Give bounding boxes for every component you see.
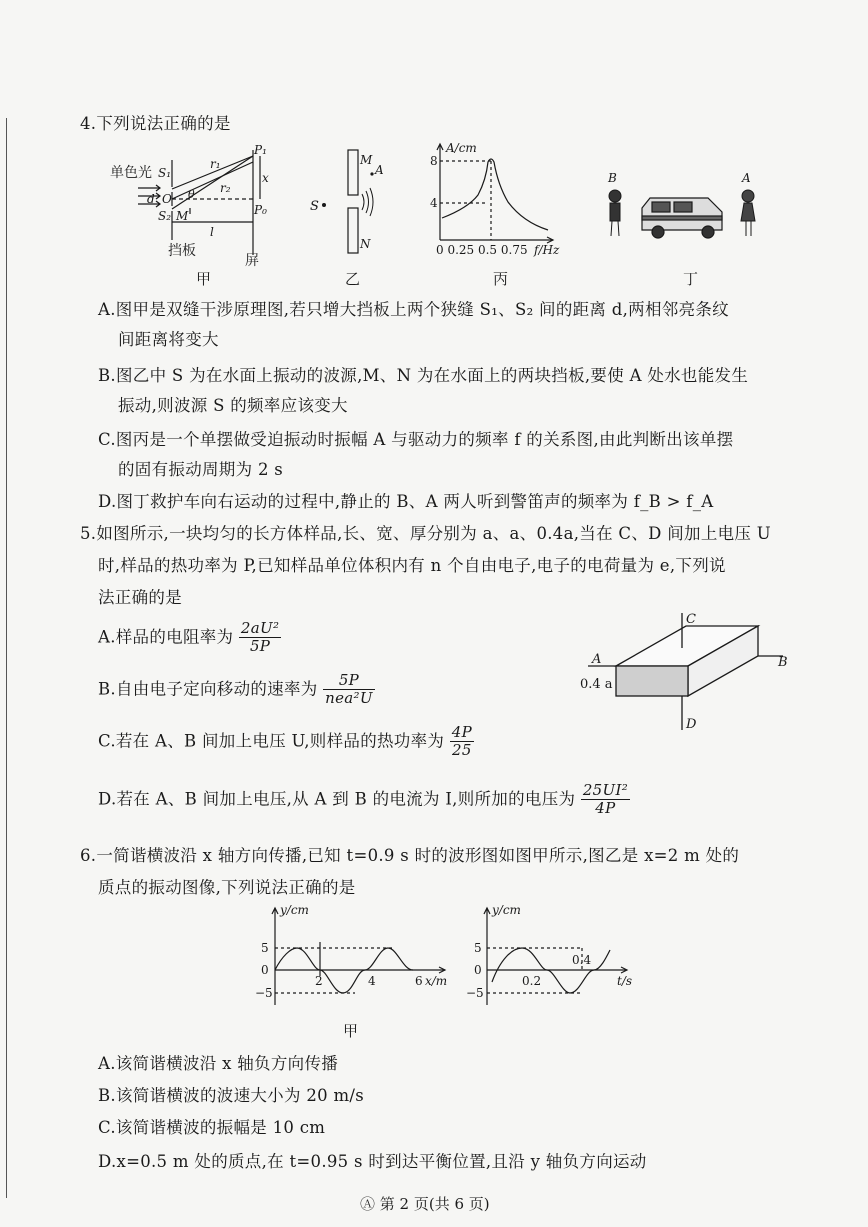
yi-m: M (360, 153, 373, 167)
q4-fig-bing (428, 140, 568, 260)
fig5-thickness: 0.4 a (580, 677, 613, 692)
yi6-y0: 0 (474, 963, 482, 977)
q6-option-c: C.该简谐横波的振幅是 10 cm (98, 1118, 326, 1137)
yi-n: N (360, 237, 371, 251)
jia6-yn5: −5 (255, 986, 273, 1000)
q6-caption-jia: 甲 (343, 1022, 359, 1040)
q5-option-a (98, 620, 281, 656)
yi6-taxis: t/s (617, 974, 633, 988)
q4-option-b-line2: 振动,则波源 S 的频率应该变大 (118, 396, 348, 415)
q4-fig-yi (310, 150, 400, 260)
fig5-b: B (778, 655, 788, 670)
jia-l: l (210, 225, 214, 239)
fig5-c: C (686, 612, 696, 627)
yi-a: A (375, 163, 384, 177)
q6-option-d: D.x=0.5 m 处的质点,在 t=0.95 s 时到达平衡位置,且沿 y 轴负方向运动 (98, 1152, 647, 1171)
frac-den: 25 (452, 741, 472, 760)
q4-option-b-line1: B.图乙中 S 为在水面上振动的波源,M、N 为在水面上的两块挡板,要使 A 处水也能发生 (98, 366, 749, 385)
q6-fig-jia (255, 900, 455, 1010)
ding-b: B (608, 171, 617, 185)
jia-m: M (176, 209, 189, 223)
jia6-x6: 6 (415, 974, 423, 988)
q4-option-a-line2: 间距离将变大 (118, 330, 219, 349)
fig5-a: A (592, 652, 602, 667)
q5-option-c-text: C.若在 A、B 间加上电压 U,则样品的热功率为 (98, 731, 445, 751)
frac-den: nea²U (325, 689, 373, 708)
frac-den: 5P (249, 637, 271, 656)
q4-stem: 4.下列说法正确的是 (80, 114, 231, 133)
q5-sample-figure (578, 608, 793, 738)
fig5-d: D (686, 717, 697, 732)
jia6-y0: 0 (261, 963, 269, 977)
jia6-y5: 5 (261, 941, 269, 955)
bing-y8: 8 (430, 154, 438, 168)
q4-option-c-line2: 的固有振动周期为 2 s (118, 460, 284, 479)
q4-option-c-line1: C.图丙是一个单摆做受迫振动时振幅 A 与驱动力的频率 f 的关系图,由此判断出该单摆 (98, 430, 734, 449)
yi6-t02: 0.2 (522, 974, 542, 988)
caption-ding: 丁 (683, 270, 699, 288)
jia-r1: r₁ (210, 157, 221, 171)
bing-xticks: 0 0.25 0.5 0.75 (436, 243, 528, 257)
q4-fig-ding (600, 168, 760, 248)
q5-stem-line3: 法正确的是 (98, 588, 182, 607)
jia-p0: P₀ (254, 203, 267, 217)
yi6-yaxis: y/cm (492, 903, 521, 917)
q5-option-b-text: B.自由电子定向移动的速率为 (98, 679, 318, 699)
ding-a: A (742, 171, 751, 185)
yi6-y5: 5 (474, 941, 482, 955)
jia-p1: P₁ (254, 143, 267, 157)
bing-y4: 4 (430, 196, 438, 210)
frac-den: 4P (595, 799, 616, 818)
q5-option-a-text: A.样品的电阻率为 (98, 627, 234, 647)
jia-s2: S₂ (158, 209, 172, 223)
bing-yaxis: A/cm (446, 141, 477, 155)
q6-stem-line2: 质点的振动图像,下列说法正确的是 (98, 878, 356, 897)
yi6-t04: 0.4 (572, 953, 592, 967)
page-margin-line (6, 118, 7, 1198)
q5-option-b-fraction (323, 672, 375, 708)
caption-yi: 乙 (345, 270, 361, 288)
q6-option-a: A.该简谐横波沿 x 轴负方向传播 (98, 1054, 339, 1073)
frac-num: 4P (451, 723, 472, 741)
jia-d: d (147, 192, 155, 206)
frac-num: 5P (323, 672, 375, 690)
yi6-yn5: −5 (466, 986, 484, 1000)
yi-s: S (310, 199, 319, 214)
q5-option-d (98, 782, 630, 818)
jia-theta: θ (188, 188, 195, 201)
jia-x: x (262, 171, 269, 185)
q5-option-c (98, 724, 474, 760)
jia-light-label: 单色光 (110, 165, 152, 181)
ambulance-icon (642, 198, 722, 238)
jia6-x2: 2 (315, 974, 323, 988)
q5-option-d-text: D.若在 A、B 间加上电压,从 A 到 B 的电流为 I,则所加的电压为 (98, 789, 576, 809)
q4-option-a-line1: A.图甲是双缝干涉原理图,若只增大挡板上两个狭缝 S₁、S₂ 间的距离 d,两相邻亮条纹 (98, 300, 729, 319)
q5-stem-line2: 时,样品的热功率为 P,已知样品单位体积内有 n 个自由电子,电子的电荷量为 e,下列说 (98, 556, 726, 575)
jia6-xaxis: x/m (425, 974, 448, 988)
q5-option-a-fraction (239, 620, 281, 656)
person-b-icon (609, 190, 621, 236)
frac-num: 2aU² (240, 619, 280, 637)
jia-s1: S₁ (158, 166, 172, 180)
person-a-icon (741, 190, 755, 236)
jia-screen: 屏 (245, 253, 259, 269)
bing-xaxis: f/Hz (534, 243, 560, 257)
q6-option-b: B.该简谐横波的波速大小为 20 m/s (98, 1086, 365, 1105)
caption-jia: 甲 (196, 270, 212, 288)
jia6-x4: 4 (368, 974, 376, 988)
caption-bing: 丙 (493, 270, 509, 288)
q6-stem-line1: 6.一简谐横波沿 x 轴方向传播,已知 t=0.9 s 时的波形图如图甲所示,图乙是 x=2 m 处的 (80, 846, 740, 865)
jia-r2: r₂ (220, 181, 231, 195)
q4-fig-jia (110, 140, 280, 269)
jia-baffle: 挡板 (168, 243, 196, 259)
q4-option-d: D.图丁救护车向右运动的过程中,静止的 B、A 两人听到警笛声的频率为 f_B > f_A (98, 492, 714, 511)
jia6-yaxis: y/cm (280, 903, 309, 917)
q5-stem-line1: 5.如图所示,一块均匀的长方体样品,长、宽、厚分别为 a、a、0.4a,当在 C、D 间加上电压 U (80, 524, 771, 543)
page-footer: Ⓐ 第 2 页(共 6 页) (360, 1195, 490, 1213)
jia-o: O (162, 192, 172, 206)
q5-option-d-fraction (581, 782, 630, 818)
q5-option-c-fraction (450, 724, 474, 760)
q6-fig-yi (462, 900, 642, 1010)
q5-option-b (98, 672, 375, 708)
frac-num: 25UI² (582, 781, 629, 799)
